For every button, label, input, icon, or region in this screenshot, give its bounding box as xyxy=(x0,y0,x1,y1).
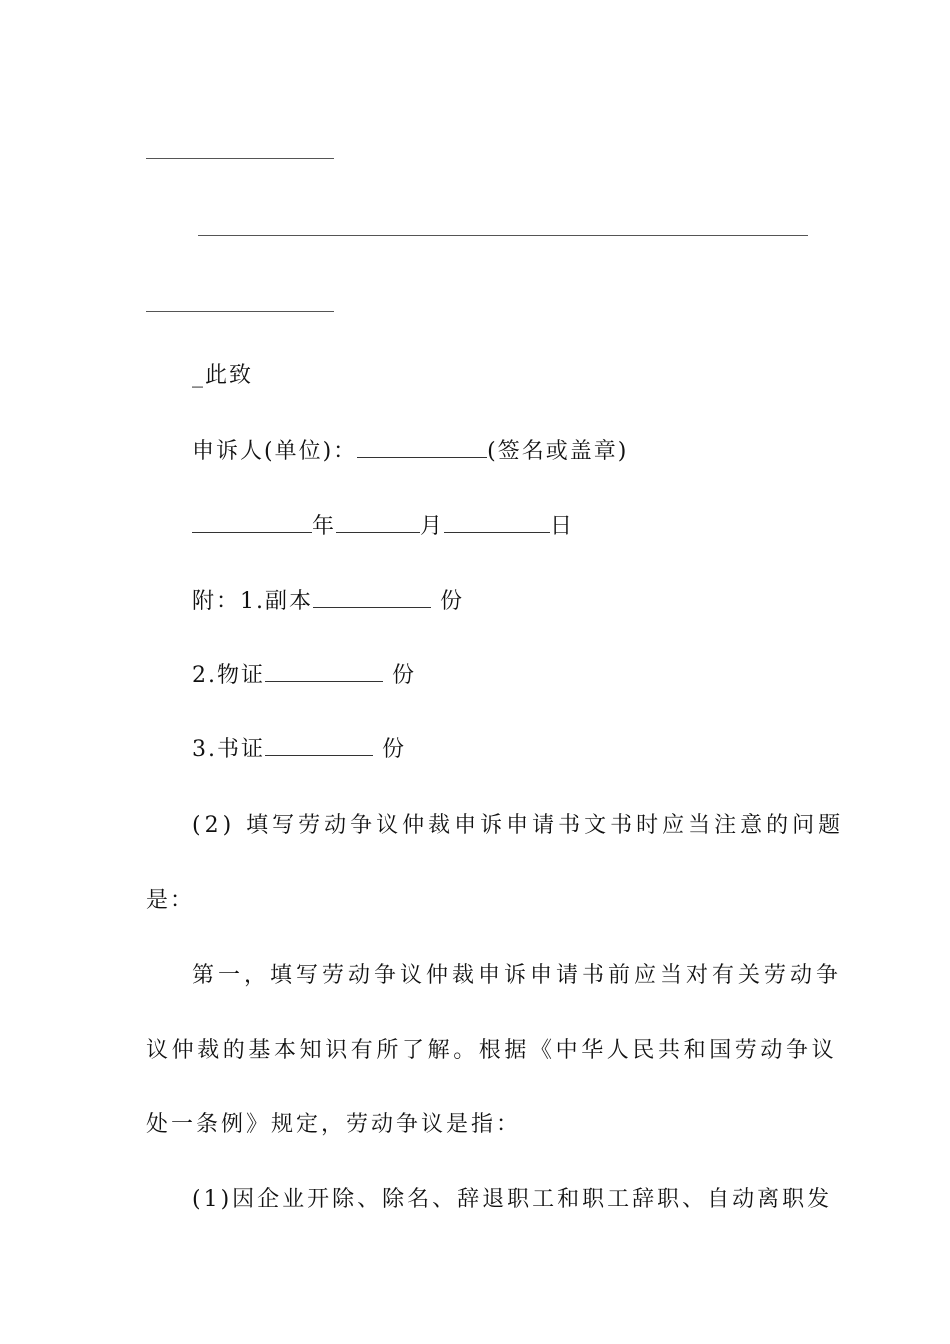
blank-line-short-bottom xyxy=(146,311,334,312)
attachment-1 xyxy=(192,587,464,616)
attachment-label: 2.物证 xyxy=(192,663,265,688)
attachment-3 xyxy=(192,735,406,764)
signature-note: (签名或盖章) xyxy=(487,439,629,464)
applicant-label: 申诉人(单位)： xyxy=(192,439,358,464)
paragraph-line: 处一条例》规定，劳动争议是指： xyxy=(146,1112,522,1137)
attachment-blank xyxy=(265,661,383,682)
applicant-signature-line xyxy=(192,437,628,466)
paragraph-line: (1)因企业开除、除名、辞退职工和职工辞职、自动离职发 xyxy=(192,1187,833,1212)
date-day-label: 日 xyxy=(550,514,575,539)
year-blank xyxy=(192,512,312,533)
attachment-blank xyxy=(313,587,431,608)
date-month-label: 月 xyxy=(420,514,445,539)
applicant-blank xyxy=(357,437,487,458)
paragraph-line: 是： xyxy=(146,888,195,913)
date-line xyxy=(192,512,574,541)
blank-line-long xyxy=(198,235,808,236)
attachment-unit: 份 xyxy=(392,663,417,688)
attachment-blank xyxy=(265,735,373,756)
paragraph-line: (2) 填写劳动争议仲裁申诉申请书文书时应当注意的问题 xyxy=(192,813,845,838)
attachment-label: 3.书证 xyxy=(192,737,265,762)
day-blank xyxy=(444,512,550,533)
date-year-label: 年 xyxy=(312,514,337,539)
attachment-unit: 份 xyxy=(382,737,407,762)
attachment-prefix: 附： xyxy=(192,589,241,614)
month-blank xyxy=(336,512,420,533)
attachment-label: 1.副本 xyxy=(240,589,314,614)
blank-line-short-top xyxy=(146,158,334,159)
closing-phrase: _此致 xyxy=(192,363,254,388)
paragraph-line: 第一，填写劳动争议仲裁申诉申请书前应当对有关劳动争 xyxy=(192,963,843,988)
attachment-unit: 份 xyxy=(440,589,465,614)
paragraph-line: 议仲裁的基本知识有所了解。根据《中华人民共和国劳动争议 xyxy=(146,1038,838,1063)
attachment-2 xyxy=(192,661,416,690)
